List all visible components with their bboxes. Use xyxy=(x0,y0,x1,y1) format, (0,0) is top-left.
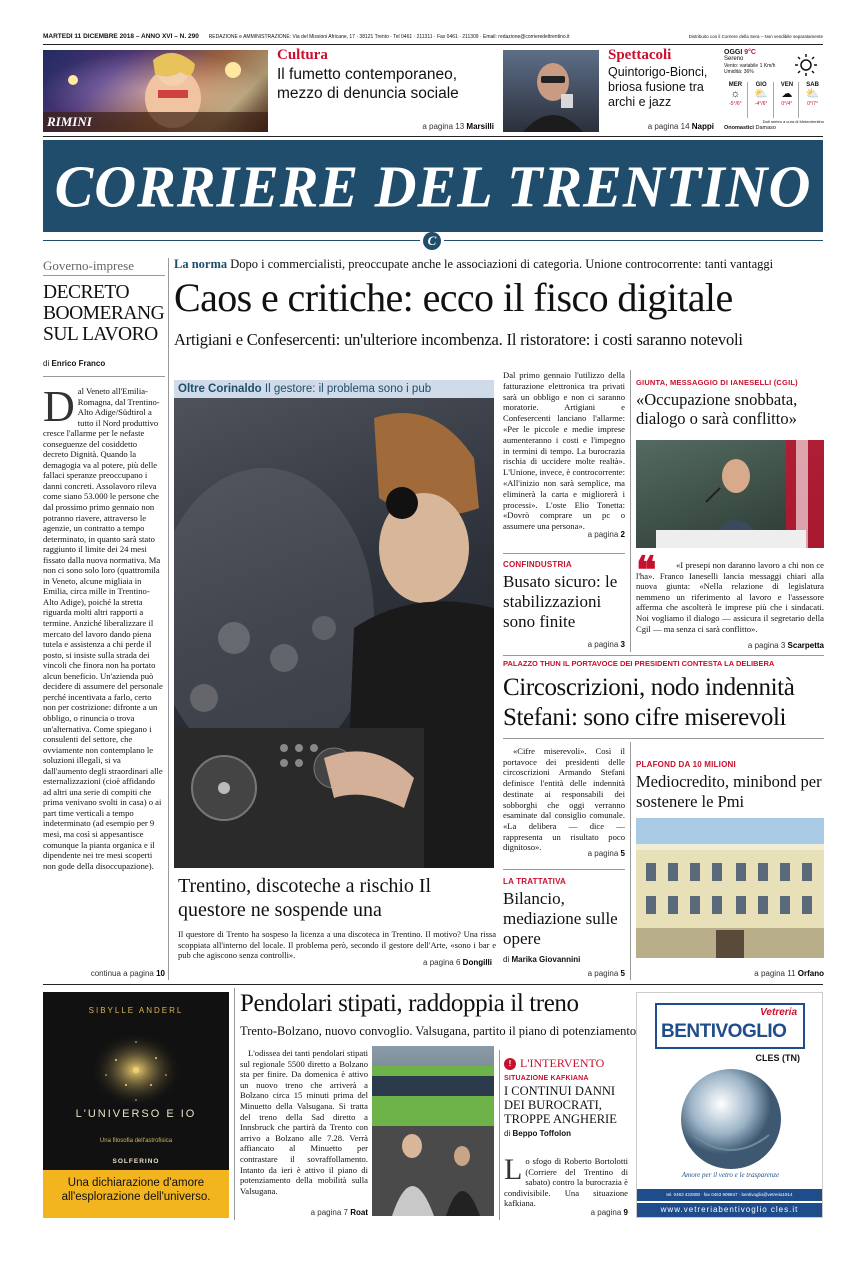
story-headline: Busato sicuro: le stabilizzazioni sono finite xyxy=(503,572,618,631)
cgil-story[interactable] xyxy=(636,378,824,428)
page-ref: a pagina 3 Scarpetta xyxy=(747,641,824,650)
circo-kicker: PALAZZO THUN IL PORTAVOCE DEI PRESIDENTI CONTESTA LA DELIBERA xyxy=(503,659,775,668)
story-byline: di Marika Giovannini xyxy=(503,955,581,964)
galaxy-dots xyxy=(86,1030,186,1110)
train-photo xyxy=(372,1046,494,1216)
book-tagline: Una dichiarazione d'amore all'esplorazione dell'universo. xyxy=(43,1170,229,1218)
page-ref: a pagina 11 Orfano xyxy=(754,969,824,978)
story-kicker: PLAFOND DA 10 MILIONI xyxy=(636,760,736,769)
weather-credits: Dati meteo a cura di Meteotrentino xyxy=(762,119,824,124)
vetreria-ad[interactable] xyxy=(636,992,823,1218)
forecast-day: VEN ☁ 0°/4° xyxy=(776,82,800,118)
section-label: L'INTERVENTO xyxy=(520,1056,605,1070)
section-label: Spettacoli xyxy=(608,47,672,63)
story-headline: «Occupazione snobbata, dialogo o sarà conflitto» xyxy=(636,390,798,428)
ianeselli-photo xyxy=(636,440,824,548)
weather-humidity: Umidità: 36% xyxy=(724,69,754,75)
photo-headline[interactable]: Trentino, discoteche a rischio Il questore ne sospende una xyxy=(178,875,432,921)
story-byline: di Beppo Toffolon xyxy=(504,1129,571,1138)
address: REDAZIONE e AMMINISTRAZIONE: Via del Missioni Africane, 17 · 38121 Trento · Tel 0461 · 211311 · Fax 0461 · 211309 · Email: redazione@corrieredeltrentino.it xyxy=(208,34,570,40)
sun-icon: ☼ xyxy=(730,88,741,100)
book-title: L'UNIVERSO E IO xyxy=(75,1108,197,1120)
story-kicker: SITUAZIONE KAFKIANA xyxy=(504,1075,589,1082)
pendolari-headline[interactable]: Pendolari stipati, raddoppia il treno xyxy=(240,990,579,1017)
lead-headline[interactable]: Caos e critiche: ecco il fisco digitale xyxy=(174,275,733,320)
trattativa-story[interactable] xyxy=(503,877,625,964)
story-headline: Bilancio, mediazione sulle opere xyxy=(503,889,618,948)
pendolari-subhead: Trento-Bolzano, nuovo convoglio. Valsugana, partito il piano di potenziamento xyxy=(240,1024,637,1038)
teaser-headline[interactable]: Il fumetto contemporaneo, mezzo di denuncia sociale xyxy=(277,66,459,102)
musician-image xyxy=(503,50,599,132)
forecast-day: MER ☼ -5°/6° xyxy=(724,82,748,118)
weather-box xyxy=(724,49,824,133)
teaser-spettacoli[interactable] xyxy=(608,47,720,110)
story-kicker: GIUNTA, MESSAGGIO DI IANESELLI (CGIL) xyxy=(636,378,798,387)
circo-text: «Cifre miserevoli». Così il portavoce dei presidenti delle circoscrizioni Armando Stefani definisce l'entità delle indennità destinate ai responsabili dei sobborghi che oggi verranno esaminate dal consiglio comunale. «La delibera — dice — rappresenta un risultato poco dignitoso». xyxy=(503,746,625,853)
intervento-body: L o sfogo di Roberto Bortolotti (Corriere del Trentino di sabato) contro la burocrazia è condivisibile. Una situazione kafkiana. xyxy=(504,1156,628,1208)
lead-text: Dal primo gennaio l'utilizzo della fatturazione elettronica tra privati sarà un obbligo e non ci saranno moratorie. Artigiani e Confesercenti lanciano l'allarme: «Per le piccole e medie imprese aumenteranno i costi e l'impegno in termini di tempo. La burocrazia rischia di uccidere molte realtà». L'Unione, invece, è controcorrente: «All'inizio non sarà semplice, ma eliminerà la carta e migliorerà i processi». L'oste Elio Tonetta: «Dovrò comprare un pc o assumere una persona». xyxy=(503,370,625,532)
lead-kicker: La norma xyxy=(174,257,228,271)
forecast-day: SAB ⛅ 0°/7° xyxy=(801,82,824,118)
book-author: SIBYLLE ANDERL xyxy=(88,1006,184,1015)
book-ad[interactable] xyxy=(43,992,229,1218)
dropcap: D xyxy=(43,386,75,431)
editorial-kicker: Governo-imprese xyxy=(43,258,165,276)
editorial-headline[interactable]: DECRETO BOOMERANG SUL LAVORO xyxy=(43,282,165,345)
forecast-day: GIO ⛅ -4°/6° xyxy=(750,82,774,118)
continue-ref: continua a pagina 10 xyxy=(90,969,165,978)
page-ref: a pagina 13 Marsilli xyxy=(422,122,494,131)
quote-icon: ❝ xyxy=(636,550,657,592)
story-headline: Mediocredito, minibond per sostenere le Pmi xyxy=(636,772,822,811)
editorial-body: D al Veneto all'Emilia-Romagna, dal Trentino-Alto Adige/Südtirol a tutto il Nord produttivo cresce l'allarme per le nefaste conseguenze del cosiddetto decreto Dignità. Quando la demagogia va al potere, più delle fallaci speranze preoccupano i danni concreti. Assolavoro rileva come siano 53.000 le persone che dal prossimo primo gennaio non potranno riavere, attraverso le agenzie, un contratto a tempo determinato, in quanto sarà stato raggiunto il limite dei 24 mesi fissato dalla nuova normativa. Ma non ci sono solo loro (quattromila in Veneto, alcune migliaia in Emilia, circa mille in Trentino-Alto Adige), poiché la stretta riguarda molti altri rapporti a termine. Anziché liberalizzare il mercato del lavoro dando piena tutela e assistenza a chi perde il posto, si insiste sulla strada dei vincoli che finora non ha portato alcun beneficio. Un'azienda può decidere di assumere del personale perché incentivata a farlo, certo non per costrizione: difronte a un obbligo, o rinuncia o trova un'alternativa. Come spiegano i consulenti del settore, che ovviamente non contemplano le soluzioni illegali, si va dall'aumento degli straordinari alle esternalizzazioni (cioè affidando ad altri una serie di compiti che prima venivano svolti in casa) o ai part time verticali a tempo indeterminato (ad esempio per 9 mesi, ma così si appesantisce comunque la pianta organica e il dipendente nei tre mesi scoperti non gode della disoccupazione). xyxy=(43,386,163,871)
mediocredito-story[interactable] xyxy=(636,760,824,812)
comic-image xyxy=(43,50,268,132)
page-ref: a pagina 3 xyxy=(587,640,625,649)
section-label: Cultura xyxy=(277,47,328,63)
dj-photo xyxy=(174,398,494,868)
comic-caption: RIMINI xyxy=(47,114,92,129)
masthead[interactable] xyxy=(43,140,823,232)
page-ref: a pagina 2 xyxy=(587,530,625,539)
partly-cloudy-icon: ⛅ xyxy=(754,88,768,100)
page-ref: a pagina 14 Nappi xyxy=(647,122,714,131)
story-kicker: CONFINDUSTRIA xyxy=(503,560,572,569)
exclamation-icon: ! xyxy=(504,1058,516,1070)
building-photo xyxy=(636,818,824,958)
story-kicker: LA TRATTATIVA xyxy=(503,877,567,886)
confindustria-story[interactable] xyxy=(503,560,625,632)
photo-text: Il questore di Trento ha sospeso la licenza a una discoteca in Trentino. Il motivo? Una rissa scoppiata all'interno del locale. Il problema però, secondo il gestore dell'Arte, «sono i bar e pub che agiscono senza controlli». xyxy=(178,929,496,960)
logo-badge: C xyxy=(423,232,441,250)
page-ref: a pagina 5 xyxy=(587,849,625,858)
weather-today-temp: 9°C xyxy=(744,49,756,56)
vetreria-website[interactable]: www.vetreriabentivoglio cles.it xyxy=(637,1203,822,1217)
vetreria-slogan: Amore per il vetro e le trasparenze xyxy=(681,1171,780,1179)
sun-icon xyxy=(794,53,818,77)
weather-condition: Sereno xyxy=(724,56,744,62)
weather-wind: Vento: variabile 1 Km/h xyxy=(724,63,776,69)
book-publisher: SOLFERINO xyxy=(112,1158,160,1165)
book-subtitle: Una filosofia dell'astrofisica xyxy=(99,1138,173,1144)
vetreria-logo: Vetreria BENTIVOGLIO xyxy=(655,1003,805,1049)
page-ref: a pagina 7 Roat xyxy=(310,1208,368,1217)
issue-date: MARTEDÌ 11 DICEMBRE 2018 – ANNO XVI – N. 290 xyxy=(43,33,199,40)
cgil-text: «I presepi non daranno lavoro a chi non ce l'ha». Franco Ianeselli lancia messaggi chiari alla nuova giunta: «Nella relazione di legislatura nemmeno un riferimento al lavoro e l'assessore afferma che ascolterà le imprese più che i sindacati. Noi vogliamo il dialogo — assicura il segretario della Cgil — ma senza ci sarà conflitto». xyxy=(636,560,824,634)
teaser-cultura[interactable] xyxy=(277,47,495,103)
weather-today-label: OGGI xyxy=(724,49,743,56)
photo-banner: Oltre Corinaldo Il gestore: il problema sono i pub xyxy=(174,380,494,398)
page-ref: a pagina 5 xyxy=(587,969,625,978)
pendolari-text: L'odissea dei tanti pendolari stipati sul regionale 5500 diretto a Bolzano sta per finire. Da domenica è attivo un nuovo treno che arriverà a Bolzano circa 15 minuti prima del Minuetto della Valsugana. Si tratta del treno della Sad diretto a Innsbruck che partirà da Trento con arrivo a Bolzano alle 7.28. Verrà affiancato al Minuetto per contrastare il sovraffollamento. Intanto da ieri è attivo il piano di potenziamento della mobilità sulla Valsugana. xyxy=(240,1048,368,1196)
intervento[interactable] xyxy=(504,1056,628,1138)
vetreria-contacts: tel. 0463 422808 · fax 0463 609847 · bentivoglio@vetreria1914 xyxy=(637,1189,822,1201)
masthead-title[interactable]: CORRIERE DEL TRENTINO xyxy=(54,152,812,220)
onomastic: Onomastici Damaso xyxy=(724,125,776,131)
partly-cloudy-icon: ⛅ xyxy=(805,88,820,100)
lead-kicker-line: La norma Dopo i commercialisti, preoccupate anche le associazioni di categoria. Unione controcorrente: tanti vantaggi xyxy=(174,257,774,271)
vetreria-location: CLES (TN) xyxy=(755,1053,800,1063)
weather-forecast xyxy=(724,82,824,118)
page-ref: a pagina 9 xyxy=(590,1208,628,1217)
teaser-headline[interactable]: Quintorigo-Bionci, briosa fusione tra archi e jazz xyxy=(608,65,708,109)
circo-headline[interactable]: Circoscrizioni, nodo indennità Stefani: sono cifre miserevoli xyxy=(503,674,795,731)
glass-sphere xyxy=(663,1065,799,1173)
story-headline: I CONTINUI DANNI DEI BUROCRATI, TROPPE ANGHERIE xyxy=(504,1084,617,1126)
distribution-note: Distribuito con il Corriere della Sera – Non vendibile separatamente xyxy=(680,34,823,39)
page-ref: a pagina 6 Dongilli xyxy=(423,958,492,967)
cloud-icon: ☁ xyxy=(781,88,793,100)
lead-subhead: Artigiani e Confesercenti: un'ulteriore incombenza. Il ristoratore: i costi saranno notevoli xyxy=(174,330,743,349)
editorial xyxy=(43,258,165,377)
editorial-byline: di Enrico Franco xyxy=(43,359,106,368)
